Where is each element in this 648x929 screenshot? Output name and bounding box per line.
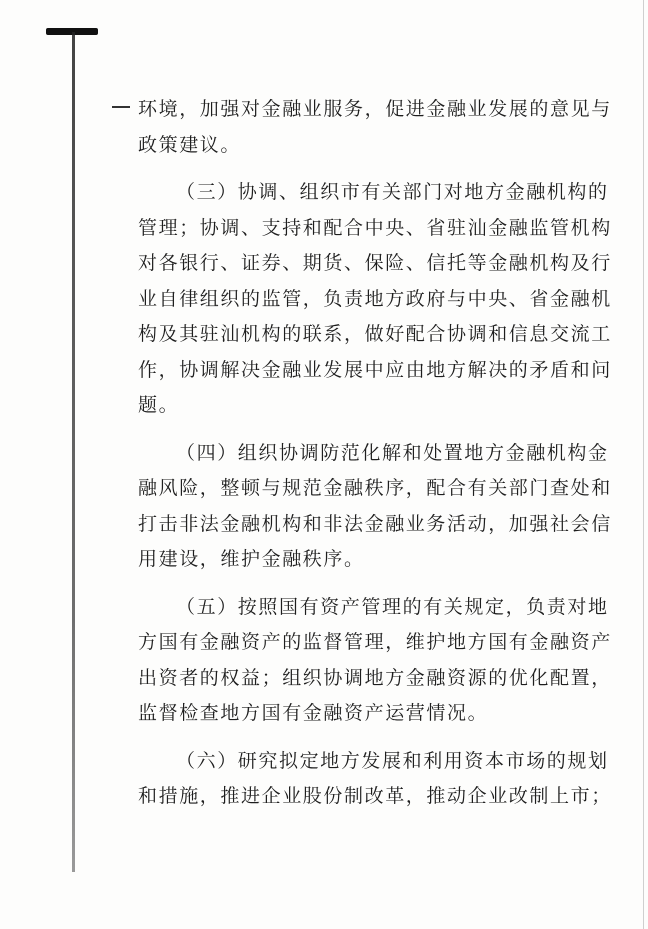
text-line: 打击非法金融机构和非法金融业务活动，加强社会信 xyxy=(138,512,612,535)
text-line: 对各银行、证券、期货、保险、信托等金融机构及行 xyxy=(138,252,612,274)
binding-line xyxy=(72,32,75,872)
text-line: 政策建议。 xyxy=(138,133,242,156)
body-text xyxy=(138,92,612,815)
scan-mark xyxy=(112,106,130,108)
paragraph xyxy=(138,744,612,815)
text-line: 环境，加强对金融业服务，促进金融业发展的意见与 xyxy=(138,98,612,120)
text-line: 出资者的权益；组织协调地方金融资源的优化配置， xyxy=(138,666,612,689)
text-line: （三）协调、组织市有关部门对地方金融机构的 xyxy=(176,181,609,203)
text-line: 用建设，维护金融秩序。 xyxy=(138,548,365,570)
paragraph xyxy=(138,436,612,578)
text-line: 业自律组织的监管，负责地方政府与中央、省金融机 xyxy=(138,287,612,310)
text-line: 融风险，整顿与规范金融秩序，配合有关部门查处和 xyxy=(138,477,612,499)
text-line: 作，协调解决金融业发展中应由地方解决的矛盾和问 xyxy=(138,358,612,381)
text-line: 题。 xyxy=(138,394,180,416)
paragraph xyxy=(138,92,612,163)
paragraph xyxy=(138,175,612,424)
text-line: 和措施，推进企业股份制改革，推动企业改制上市； xyxy=(138,785,612,807)
text-line: 管理；协调、支持和配合中央、省驻汕金融监管机构 xyxy=(138,216,612,239)
text-line: 监督检查地方国有金融资产运营情况。 xyxy=(138,702,489,724)
text-line: （四）组织协调防范化解和处置地方金融机构金 xyxy=(176,441,609,464)
text-line: 方国有金融资产的监督管理，维护地方国有金融资产 xyxy=(138,631,612,653)
paragraph xyxy=(138,590,612,732)
text-line: 构及其驻汕机构的联系，做好配合协调和信息交流工 xyxy=(138,323,612,345)
text-line: （五）按照国有资产管理的有关规定，负责对地 xyxy=(176,595,609,618)
page-edge xyxy=(643,0,644,929)
text-line: （六）研究拟定地方发展和利用资本市场的规划 xyxy=(176,749,609,772)
